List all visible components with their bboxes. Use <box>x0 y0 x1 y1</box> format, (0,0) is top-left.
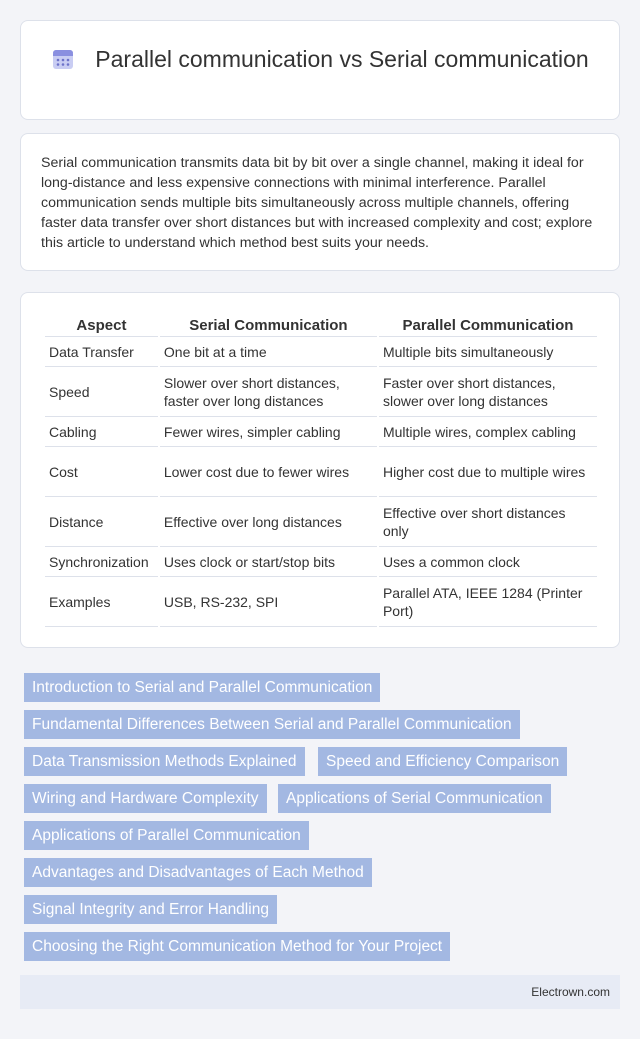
link-introduction[interactable]: Introduction to Serial and Parallel Communication <box>24 673 380 702</box>
table-cell: Data Transfer <box>45 337 158 367</box>
table-cell: Speed <box>45 367 158 417</box>
comparison-table <box>43 315 599 627</box>
table-cell: Examples <box>45 577 158 627</box>
header-serial: Serial Communication <box>160 315 377 337</box>
table-cell: Fewer wires, simpler cabling <box>160 417 377 447</box>
table-cell: Distance <box>45 497 158 547</box>
comparison-table-card <box>20 292 620 648</box>
table-cell: Multiple bits simultaneously <box>379 337 597 367</box>
table-cell: Slower over short distances, faster over long distances <box>160 367 377 417</box>
title-card <box>20 20 620 120</box>
table-cell: One bit at a time <box>160 337 377 367</box>
link-choosing-method[interactable]: Choosing the Right Communication Method for Your Project <box>24 932 450 961</box>
table-row <box>45 497 597 547</box>
header-aspect: Aspect <box>45 315 158 337</box>
table-row <box>45 367 597 417</box>
table-cell: Higher cost due to multiple wires <box>379 447 597 497</box>
table-cell: Cost <box>45 447 158 497</box>
table-cell: Effective over long distances <box>160 497 377 547</box>
link-advantages-disadvantages[interactable]: Advantages and Disadvantages of Each Method <box>24 858 372 887</box>
table-cell: Parallel ATA, IEEE 1284 (Printer Port) <box>379 577 597 627</box>
summary-text: Serial communication transmits data bit by bit over a single channel, making it ideal for long-distance and less expensive connections with minimal interference. Parallel communication sends multiple bits simultaneously across multiple channels, offering faster data transfer over short distances but with increased complexity and cost; explore this article to understand which method best suits your needs. <box>41 155 593 251</box>
table-row <box>45 547 597 577</box>
link-fundamental-differences[interactable]: Fundamental Differences Between Serial and Parallel Communication <box>24 710 520 739</box>
table-cell: Uses clock or start/stop bits <box>160 547 377 577</box>
link-speed-efficiency[interactable]: Speed and Efficiency Comparison <box>318 747 567 776</box>
link-wiring-hardware[interactable]: Wiring and Hardware Complexity <box>24 784 267 813</box>
table-cell: USB, RS-232, SPI <box>160 577 377 627</box>
table-row <box>45 447 597 497</box>
footer <box>20 975 620 1009</box>
summary-card <box>20 133 620 271</box>
table-cell: Multiple wires, complex cabling <box>379 417 597 447</box>
table-row <box>45 577 597 627</box>
table-cell: Cabling <box>45 417 158 447</box>
header-parallel: Parallel Communication <box>379 315 597 337</box>
table-cell: Faster over short distances, slower over long distances <box>379 367 597 417</box>
table-cell: Effective over short distances only <box>379 497 597 547</box>
table-header-row <box>45 315 597 337</box>
table-cell: Synchronization <box>45 547 158 577</box>
table-cell: Uses a common clock <box>379 547 597 577</box>
link-transmission-methods[interactable]: Data Transmission Methods Explained <box>24 747 305 776</box>
link-parallel-applications[interactable]: Applications of Parallel Communication <box>24 821 309 850</box>
calendar-icon <box>51 47 75 71</box>
link-serial-applications[interactable]: Applications of Serial Communication <box>278 784 551 813</box>
page-title-wrap <box>21 45 619 74</box>
table-cell: Lower cost due to fewer wires <box>160 447 377 497</box>
link-signal-integrity[interactable]: Signal Integrity and Error Handling <box>24 895 277 924</box>
table-row <box>45 417 597 447</box>
page-title: Parallel communication vs Serial communication <box>95 46 589 72</box>
footer-site[interactable]: Electrown.com <box>531 985 610 999</box>
table-row <box>45 337 597 367</box>
